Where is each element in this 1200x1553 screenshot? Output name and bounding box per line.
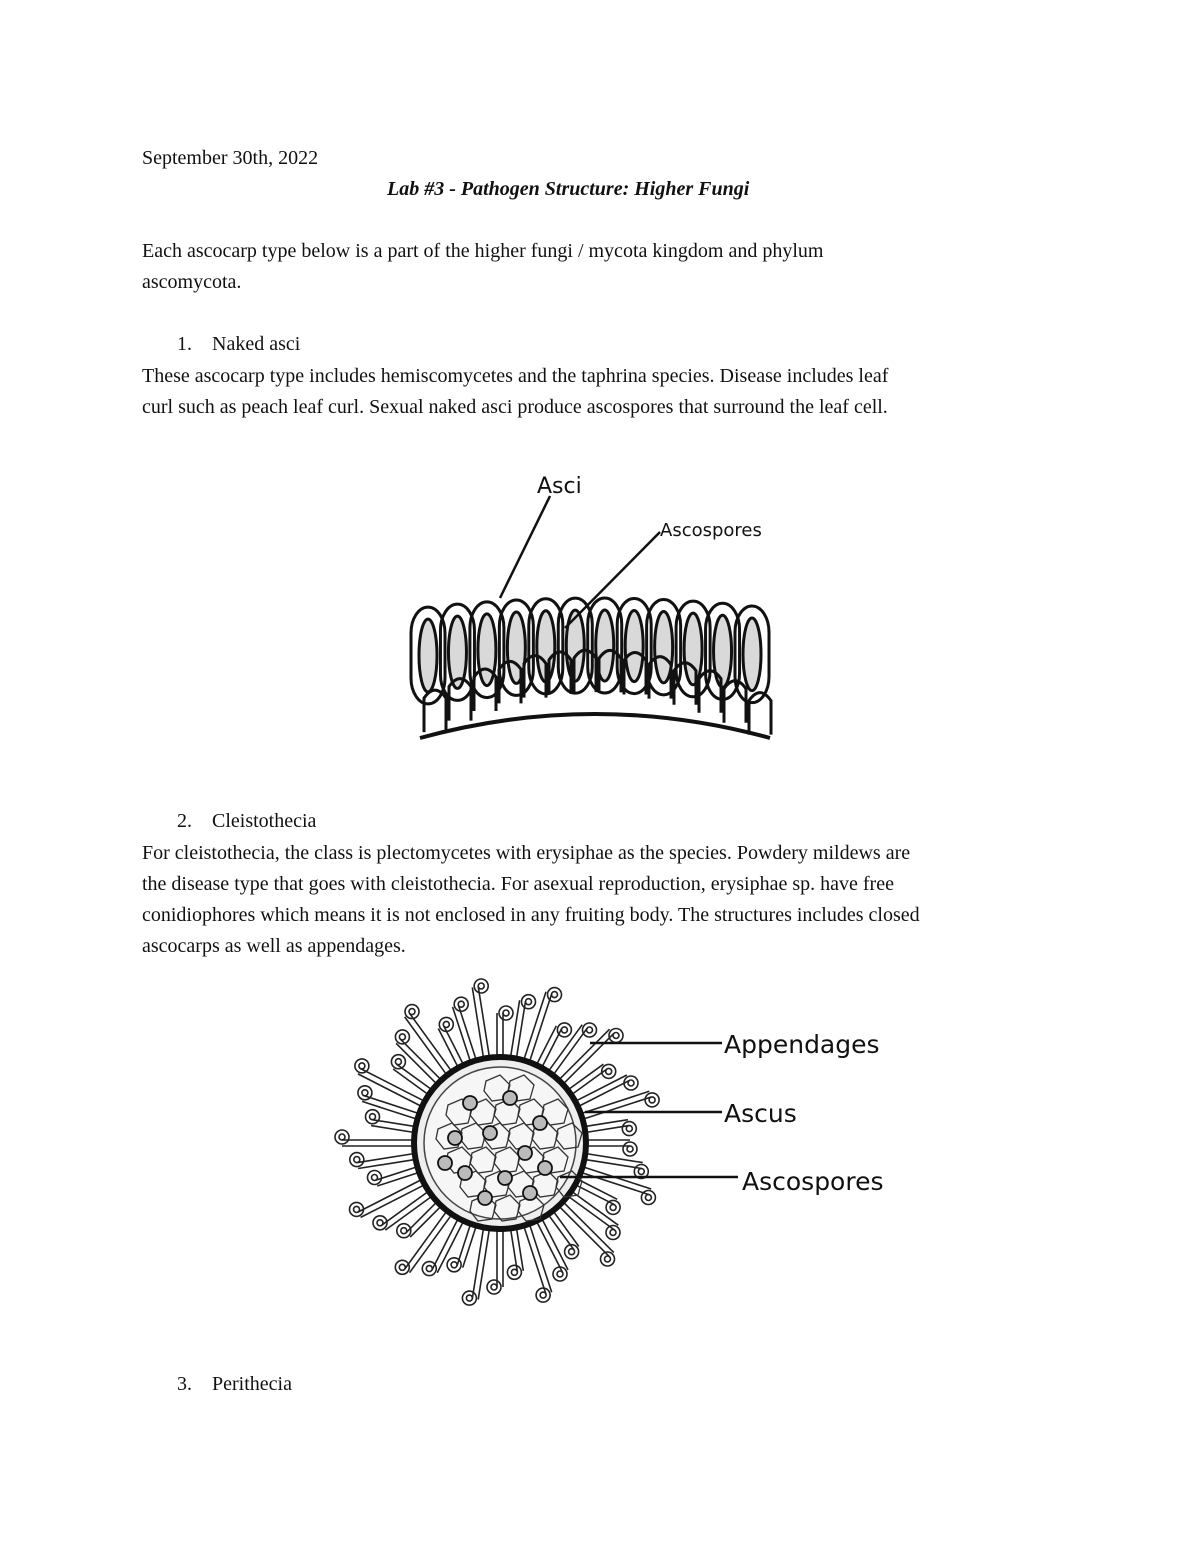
appendage-curl xyxy=(548,988,562,1002)
appendage-curl xyxy=(487,1280,501,1294)
appendage-curl xyxy=(368,1171,382,1185)
ascospore xyxy=(458,1166,472,1180)
appendage-curl xyxy=(522,995,536,1009)
appendage-curl-inner xyxy=(478,983,484,989)
appendage-curl xyxy=(366,1110,380,1124)
ascospore xyxy=(478,1191,492,1205)
appendage-curl xyxy=(355,1059,369,1073)
appendage-curl xyxy=(391,1055,405,1069)
ascospore xyxy=(448,1131,462,1145)
appendage-curl xyxy=(395,1260,409,1274)
section-1-heading: Naked asci xyxy=(212,333,301,355)
appendage-stalk xyxy=(524,992,552,1062)
ascospore xyxy=(518,1146,532,1160)
appendage-stalk xyxy=(358,1179,425,1217)
intro-line-1: Each ascocarp type below is a part of the higher fungi / mycota kingdom and phylum xyxy=(142,240,824,262)
appendage-curl xyxy=(422,1262,436,1276)
appendage-curl-inner xyxy=(370,1114,376,1120)
ascospore xyxy=(523,1186,537,1200)
appendage-curl-inner xyxy=(503,1010,509,1016)
appendage-curl-inner xyxy=(561,1027,567,1033)
appendage-stalk xyxy=(362,1096,419,1120)
appendage-curl xyxy=(335,1130,349,1144)
appendage-curl xyxy=(447,1258,461,1272)
appendage-curl-inner xyxy=(372,1175,378,1181)
appendage-stalk xyxy=(438,1026,463,1068)
appendage-curl-inner xyxy=(491,1284,497,1290)
appendage-curl-inner xyxy=(645,1195,651,1201)
intro-line-2: ascomycota. xyxy=(142,271,242,293)
ascospore xyxy=(538,1161,552,1175)
section-2-line-3: conidiophores which means it is not enclosed in any fruiting body. The structures includes closed xyxy=(142,904,920,926)
appendage-stalk xyxy=(581,1091,651,1119)
appendage-curl-inner xyxy=(626,1126,632,1132)
appendage-curl-inner xyxy=(638,1169,644,1175)
appendage-curl xyxy=(350,1153,364,1167)
appendage-curl xyxy=(499,1006,513,1020)
appendage-curl-inner xyxy=(395,1059,401,1065)
ascospore xyxy=(503,1091,517,1105)
appendage-stalk xyxy=(568,1191,619,1230)
appendage-curl-inner xyxy=(466,1295,472,1301)
appendage-curl-inner xyxy=(409,1009,415,1015)
appendage-curl xyxy=(557,1023,571,1037)
appendage-curl xyxy=(474,979,488,993)
appendage-curl-inner xyxy=(359,1063,365,1069)
appendage-curl xyxy=(350,1202,364,1216)
appendage-curl-inner xyxy=(540,1292,546,1298)
appendage-curl xyxy=(507,1265,521,1279)
section-2-line-2: the disease type that goes with cleistothecia. For asexual reproduction, erysiphae sp. have free xyxy=(142,873,894,895)
appendage-curl-inner xyxy=(451,1262,457,1268)
appendage-curl xyxy=(641,1191,655,1205)
appendage-stalk xyxy=(396,1039,441,1084)
appendage-curl-inner xyxy=(354,1157,360,1163)
appendage-curl-inner xyxy=(511,1269,517,1275)
ascospore xyxy=(483,1126,497,1140)
appendage-curl-inner xyxy=(362,1090,368,1096)
asci-label: Asci xyxy=(537,474,582,499)
appendage-stalk xyxy=(575,1075,629,1107)
appendage-curl-inner xyxy=(552,992,558,998)
appendage-stalk xyxy=(357,1154,415,1169)
ascospore xyxy=(463,1096,477,1110)
section-1-line-1: These ascocarp type includes hemiscomycetes and the taphrina species. Disease includes leaf xyxy=(142,365,889,387)
appendage-stalk xyxy=(472,987,489,1059)
section-2-heading: Cleistothecia xyxy=(212,810,317,832)
appendage-stalk xyxy=(358,1069,425,1107)
appendage-stalk xyxy=(536,1218,568,1272)
appendage-curl-inner xyxy=(610,1204,616,1210)
appendage-curl xyxy=(536,1288,550,1302)
ascus-label: Ascus xyxy=(724,1099,797,1128)
appendage-stalk xyxy=(405,1211,452,1273)
appendage-curl xyxy=(606,1226,620,1240)
appendage-stalk xyxy=(585,1154,643,1169)
appendage-stalk xyxy=(342,1140,414,1146)
appendage-stalk xyxy=(568,1064,607,1095)
appendage-stalk xyxy=(548,1025,587,1076)
appendage-stalk xyxy=(453,1005,477,1062)
appendage-curl-inner xyxy=(605,1256,611,1262)
section-2-number: 2. xyxy=(177,810,192,832)
appendage-curl xyxy=(622,1122,636,1136)
appendage-curl-inner xyxy=(627,1146,633,1152)
appendage-curl xyxy=(358,1086,372,1100)
appendages-label: Appendages xyxy=(724,1030,880,1059)
appendage-stalk xyxy=(497,1229,503,1287)
appendage-curl-inner xyxy=(399,1034,405,1040)
appendage-stalk xyxy=(511,1000,526,1058)
appendage-curl-inner xyxy=(606,1068,612,1074)
appendage-curl-inner xyxy=(354,1206,360,1212)
ascospore xyxy=(533,1116,547,1130)
appendage-curl-inner xyxy=(377,1220,383,1226)
appendage-curl-inner xyxy=(399,1264,405,1270)
section-3-heading: Perithecia xyxy=(212,1373,292,1395)
appendage-curl-inner xyxy=(458,1001,464,1007)
section-2-line-1: For cleistothecia, the class is plectomycetes with erysiphae as the species. Powdery mildews are xyxy=(142,842,911,864)
appendage-stalk xyxy=(524,1224,552,1294)
appendage-curl-inner xyxy=(610,1230,616,1236)
appendage-curl xyxy=(623,1142,637,1156)
appendage-curl-inner xyxy=(426,1266,432,1272)
appendage-curl-inner xyxy=(339,1134,345,1140)
appendage-stalk xyxy=(548,1211,579,1250)
ascospore xyxy=(438,1156,452,1170)
appendage-curl-inner xyxy=(587,1027,593,1033)
section-1-line-2: curl such as peach leaf curl. Sexual naked asci produce ascospores that surround the leaf cell. xyxy=(142,396,888,418)
appendage-stalk xyxy=(581,1167,651,1195)
appendage-curl-inner xyxy=(526,999,532,1005)
appendage-curl-inner xyxy=(443,1021,449,1027)
appendage-curl-inner xyxy=(628,1080,634,1086)
appendage-curl-inner xyxy=(649,1097,655,1103)
appendage-curl-inner xyxy=(557,1271,563,1277)
appendage-curl xyxy=(583,1023,597,1037)
ascospores2-label: Ascospores xyxy=(742,1167,884,1196)
document-date: September 30th, 2022 xyxy=(142,147,319,169)
ascospores-label: Ascospores xyxy=(660,520,762,541)
ascospore xyxy=(498,1171,512,1185)
appendage-curl-inner xyxy=(401,1228,407,1234)
appendage-curl-inner xyxy=(569,1249,575,1255)
appendage-curl xyxy=(462,1291,476,1305)
document-title: Lab #3 - Pathogen Structure: Higher Fungi xyxy=(387,178,750,200)
section-3-number: 3. xyxy=(177,1373,192,1395)
appendage-curl xyxy=(454,997,468,1011)
appendage-curl xyxy=(645,1093,659,1107)
section-1-number: 1. xyxy=(177,333,192,355)
appendage-curl xyxy=(606,1200,620,1214)
appendage-curl-inner xyxy=(613,1033,619,1039)
section-2-line-4: ascocarps as well as appendages. xyxy=(142,935,406,957)
